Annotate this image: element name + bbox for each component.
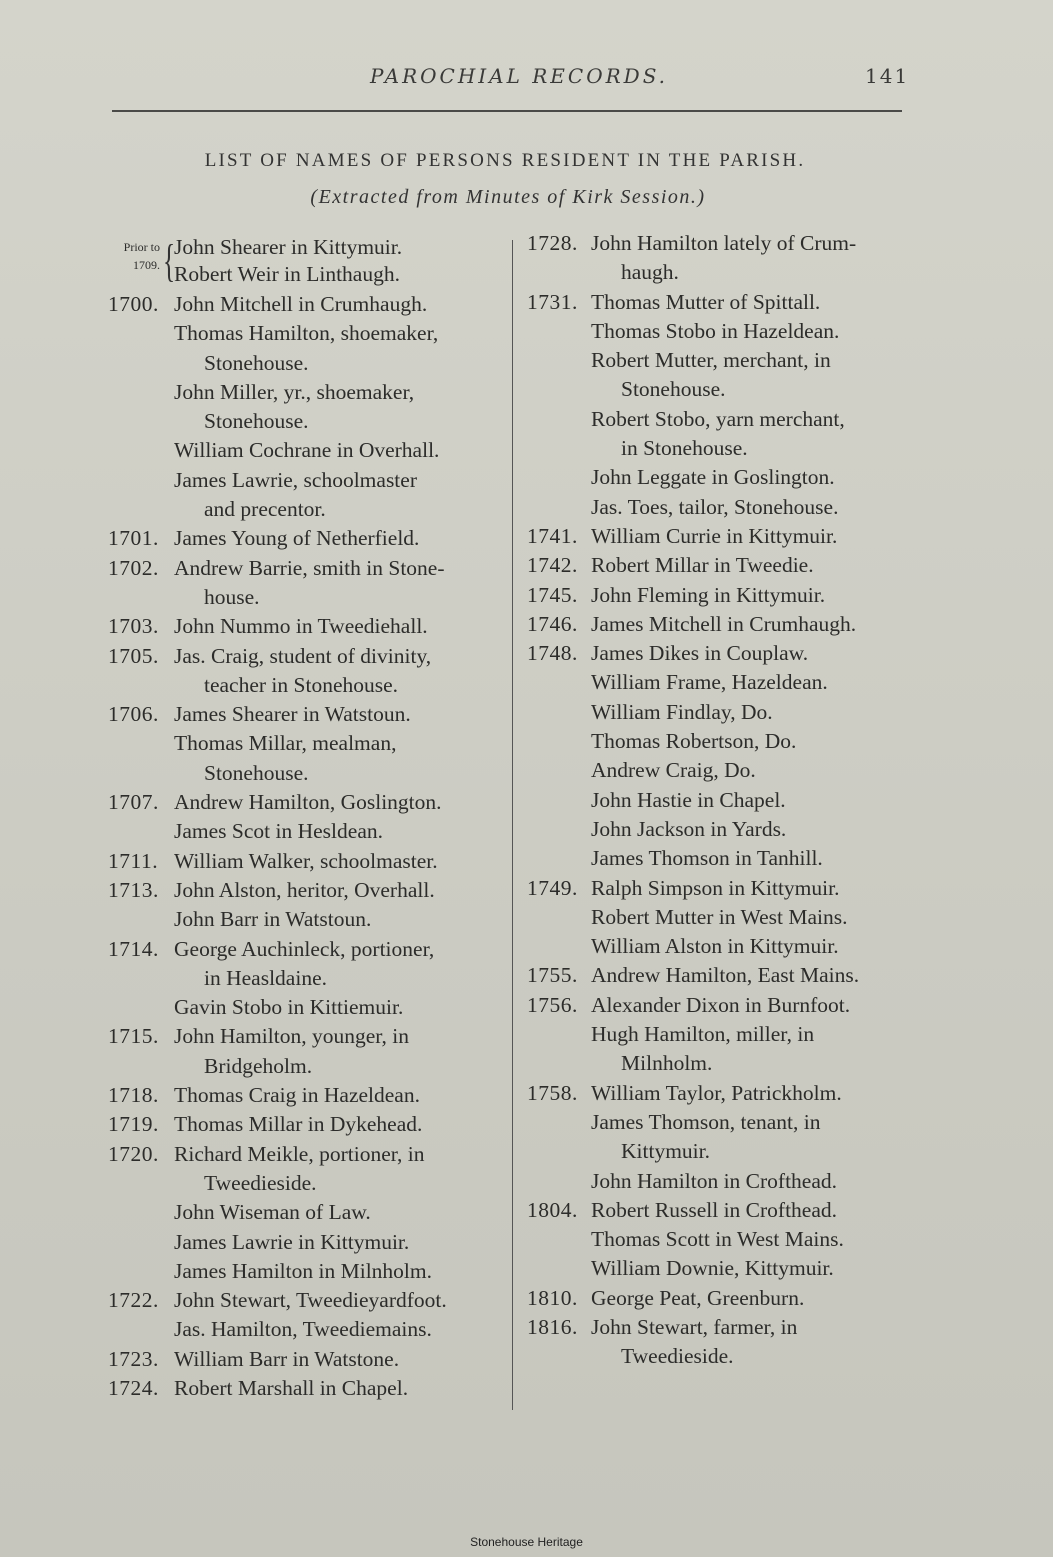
entry-text: Andrew Hamilton, East Mains. xyxy=(591,963,860,988)
entry-text: William Findlay, Do. xyxy=(591,699,773,724)
entry-text: William Taylor, Patrickholm. xyxy=(591,1080,842,1105)
entry-text: James Thomson, tenant, in xyxy=(591,1109,821,1134)
list-item xyxy=(108,1228,508,1257)
entry-year: 1720. xyxy=(108,1141,159,1166)
entry-year: 1718. xyxy=(108,1083,159,1108)
entry-text: George Auchinleck, portioner, xyxy=(174,936,435,961)
list-item xyxy=(108,876,508,905)
entry-text: Stonehouse. xyxy=(621,377,726,402)
list-item xyxy=(527,786,937,815)
list-item xyxy=(108,1022,508,1081)
entry-year: 1719. xyxy=(108,1112,159,1137)
list-item xyxy=(527,932,937,961)
list-item xyxy=(108,1110,508,1139)
entry-text: John Stewart, Tweedieyardfoot. xyxy=(174,1288,447,1313)
list-item xyxy=(527,1284,937,1313)
list-item xyxy=(108,817,508,846)
brace-icon: { xyxy=(162,235,176,286)
list-item xyxy=(527,493,937,522)
list-item xyxy=(108,1198,508,1227)
entry-text: Jas. Hamilton, Tweediemains. xyxy=(174,1317,432,1342)
entry-year: 1706. xyxy=(108,702,159,727)
list-item xyxy=(108,905,508,934)
entry-text: Thomas Mutter of Spittall. xyxy=(591,289,821,314)
entry-text: Andrew Hamilton, Goslington. xyxy=(174,790,442,815)
entry-text: William Currie in Kittymuir. xyxy=(591,523,838,548)
entry-text: James Scot in Hesldean. xyxy=(174,819,383,844)
list-item xyxy=(527,1313,937,1372)
entry-year: 1702. xyxy=(108,555,159,580)
left-entries xyxy=(108,290,508,1403)
entry-year: 1731. xyxy=(527,289,578,314)
entry-year: 1711. xyxy=(108,848,159,873)
list-item xyxy=(527,1079,937,1108)
list-item xyxy=(527,815,937,844)
list-item xyxy=(527,405,937,464)
entry-text: Thomas Craig in Hazeldean. xyxy=(174,1083,420,1108)
list-item xyxy=(108,466,508,525)
entry-year: 1741. xyxy=(527,523,578,548)
entry-text: Stonehouse. xyxy=(204,409,309,434)
entry-text: William Alston in Kittymuir. xyxy=(591,934,839,959)
entry-text: Thomas Millar in Dykehead. xyxy=(174,1112,423,1137)
right-column xyxy=(527,229,937,1372)
entry-text: John Alston, heritor, Overhall. xyxy=(174,877,435,902)
entry-year: 1749. xyxy=(527,875,578,900)
entry-year: 1700. xyxy=(108,292,159,316)
entry-text: Tweedieside. xyxy=(204,1170,317,1195)
list-item xyxy=(527,668,937,697)
entry-text: Kittymuir. xyxy=(621,1139,710,1164)
prior-to-entry xyxy=(108,234,508,290)
list-item xyxy=(108,847,508,876)
entry-text: teacher in Stonehouse. xyxy=(204,672,399,697)
entry-year: 1758. xyxy=(527,1080,578,1105)
list-item xyxy=(527,581,937,610)
entry-text: in Heasldaine. xyxy=(204,965,327,990)
entry-text: William Walker, schoolmaster. xyxy=(174,848,438,873)
entry-text: Robert Mutter, merchant, in xyxy=(591,348,831,373)
entry-text: Robert Marshall in Chapel. xyxy=(174,1375,409,1400)
entry-year: 1742. xyxy=(527,553,578,578)
entry-text: John Wiseman of Law. xyxy=(174,1200,371,1225)
left-column xyxy=(108,234,508,1403)
entry-text: Andrew Craig, Do. xyxy=(591,758,756,783)
list-item xyxy=(108,1315,508,1344)
page-number: 141 xyxy=(865,64,910,88)
entry-text: Robert Millar in Tweedie. xyxy=(591,553,814,578)
entry-text: James Young of Netherfield. xyxy=(174,526,420,551)
entry-text: James Shearer in Watstoun. xyxy=(174,702,411,727)
running-head: PAROCHIAL RECORDS. xyxy=(370,64,669,88)
list-item xyxy=(527,903,937,932)
entry-year: 1804. xyxy=(527,1197,578,1222)
page-subtitle: (Extracted from Minutes of Kirk Session.) xyxy=(310,186,706,208)
list-item xyxy=(527,1167,937,1196)
entry-year: 1745. xyxy=(527,582,578,607)
entry-text: John Fleming in Kittymuir. xyxy=(591,582,826,607)
entry-text: George Peat, Greenburn. xyxy=(591,1285,805,1310)
list-item xyxy=(108,554,508,613)
entry-text: James Mitchell in Crumhaugh. xyxy=(591,611,857,636)
list-item xyxy=(108,1081,508,1110)
list-item xyxy=(527,961,937,990)
prior-label-text: Prior to xyxy=(123,240,160,254)
list-item xyxy=(527,463,937,492)
entry-text: Thomas Hamilton, shoemaker, xyxy=(174,321,439,346)
list-item xyxy=(108,378,508,437)
entry-text: John Leggate in Goslington. xyxy=(591,465,835,490)
list-item xyxy=(527,1020,937,1079)
list-item xyxy=(527,610,937,639)
entry-text: Alexander Dixon in Burnfoot. xyxy=(591,992,851,1017)
entry-text: Hugh Hamilton, miller, in xyxy=(591,1022,815,1047)
right-entries xyxy=(527,229,937,1372)
list-item xyxy=(527,698,937,727)
list-item xyxy=(108,700,508,729)
entry-text: Thomas Millar, mealman, xyxy=(174,731,397,756)
entry-year: 1816. xyxy=(527,1314,578,1339)
entry-year: 1746. xyxy=(527,611,578,636)
entry-year: 1756. xyxy=(527,992,578,1017)
entry-text: Stonehouse. xyxy=(204,760,309,785)
entry-text: John Jackson in Yards. xyxy=(591,816,787,841)
prior-label-year: 1709. xyxy=(133,258,160,272)
entry-text: Robert Russell in Crofthead. xyxy=(591,1197,838,1222)
list-item xyxy=(527,229,937,288)
entry-text: John Hamilton lately of Crum- xyxy=(591,231,857,255)
column-divider xyxy=(512,240,513,1410)
entry-text: James Dikes in Couplaw. xyxy=(591,641,809,666)
entry-text: Robert Mutter in West Mains. xyxy=(591,904,848,929)
entry-year: 1707. xyxy=(108,790,159,815)
entry-text: James Lawrie, schoolmaster xyxy=(174,467,417,492)
list-item xyxy=(527,874,937,903)
entry-year: 1714. xyxy=(108,936,159,961)
list-item xyxy=(527,1225,937,1254)
list-item xyxy=(527,551,937,580)
entry-year: 1722. xyxy=(108,1288,159,1313)
entry-text: John Hamilton, younger, in xyxy=(174,1024,410,1049)
entry-year: 1703. xyxy=(108,614,159,639)
list-item xyxy=(527,756,937,785)
list-item xyxy=(108,642,508,701)
list-item xyxy=(527,522,937,551)
list-item xyxy=(108,935,508,994)
entry-text: John Stewart, farmer, in xyxy=(591,1314,798,1339)
entry-text: James Lawrie in Kittymuir. xyxy=(174,1229,410,1254)
entry-text: Thomas Stobo in Hazeldean. xyxy=(591,318,840,343)
entry-text: in Stonehouse. xyxy=(621,436,748,461)
entry-text: Andrew Barrie, smith in Stone- xyxy=(174,555,445,580)
entry-text: John Hastie in Chapel. xyxy=(591,787,786,812)
entry-text: Thomas Robertson, Do. xyxy=(591,729,797,754)
entry-text: Bridgeholm. xyxy=(204,1053,313,1078)
entry-text: Thomas Scott in West Mains. xyxy=(591,1227,844,1252)
list-item xyxy=(527,1108,937,1167)
entry-text: John Mitchell in Crumhaugh. xyxy=(174,292,428,316)
list-item xyxy=(527,288,937,317)
prior-label xyxy=(110,238,160,274)
entry-text: John Barr in Watstoun. xyxy=(174,907,372,932)
list-item xyxy=(527,727,937,756)
list-item xyxy=(108,1257,508,1286)
entry-text: John Hamilton in Crofthead. xyxy=(591,1168,838,1193)
entry-year: 1755. xyxy=(527,963,578,988)
list-item xyxy=(108,1140,508,1199)
entry-text: Gavin Stobo in Kittiemuir. xyxy=(174,995,404,1020)
entry-text: James Hamilton in Milnholm. xyxy=(174,1258,432,1283)
list-item xyxy=(108,993,508,1022)
entry-text: William Frame, Hazeldean. xyxy=(591,670,828,695)
entry-text: Ralph Simpson in Kittymuir. xyxy=(591,875,840,900)
entry-year: 1715. xyxy=(108,1024,159,1049)
list-item xyxy=(108,1286,508,1315)
entry-text: James Thomson in Tanhill. xyxy=(591,846,823,871)
entry-text: Tweedieside. xyxy=(621,1344,734,1369)
entry-text: Robert Stobo, yarn merchant, xyxy=(591,406,845,431)
entry-year: 1723. xyxy=(108,1346,159,1371)
entry-year: 1705. xyxy=(108,643,159,668)
list-item xyxy=(108,524,508,553)
list-item xyxy=(527,1196,937,1225)
entry-year: 1701. xyxy=(108,526,159,551)
entry-text: Jas. Toes, tailor, Stonehouse. xyxy=(591,494,839,519)
list-item xyxy=(108,290,508,319)
list-item xyxy=(527,844,937,873)
list-item xyxy=(527,991,937,1020)
list-item xyxy=(108,788,508,817)
list-item xyxy=(108,729,508,788)
entry-text: haugh. xyxy=(621,260,679,285)
entry-text: house. xyxy=(204,584,260,609)
entry-text: Jas. Craig, student of divinity, xyxy=(174,643,432,668)
footer-credit: Stonehouse Heritage xyxy=(470,1535,583,1549)
list-item xyxy=(108,612,508,641)
entry-text: Stonehouse. xyxy=(204,350,309,375)
entry-text: and precentor. xyxy=(204,497,326,522)
entry-text: Richard Meikle, portioner, in xyxy=(174,1141,425,1166)
header-rule xyxy=(112,110,902,112)
entry-text: John Miller, yr., shoemaker, xyxy=(174,379,415,404)
entry-year: 1724. xyxy=(108,1375,159,1400)
entry-text: John Nummo in Tweediehall. xyxy=(174,614,428,639)
entry-year: 1713. xyxy=(108,877,159,902)
list-item xyxy=(108,1374,508,1403)
entry-year: 1748. xyxy=(527,641,578,666)
list-item xyxy=(527,346,937,405)
list-item xyxy=(527,317,937,346)
entry-text: William Cochrane in Overhall. xyxy=(174,438,440,463)
entry-year: 1728. xyxy=(527,231,578,255)
entry-text: William Downie, Kittymuir. xyxy=(591,1256,834,1281)
list-item xyxy=(108,319,508,378)
entry-text: Milnholm. xyxy=(621,1051,713,1076)
list-item xyxy=(527,1254,937,1283)
entry-text: William Barr in Watstone. xyxy=(174,1346,400,1371)
list-item: John Shearer in Kittymuir. xyxy=(174,235,403,259)
entry-year: 1810. xyxy=(527,1285,578,1310)
list-item: Robert Weir in Linthaugh. xyxy=(174,262,400,286)
list-item xyxy=(527,639,937,668)
list-item xyxy=(108,436,508,465)
page-title: LIST OF NAMES OF PERSONS RESIDENT IN THE PARISH. xyxy=(204,150,806,171)
list-item xyxy=(108,1345,508,1374)
